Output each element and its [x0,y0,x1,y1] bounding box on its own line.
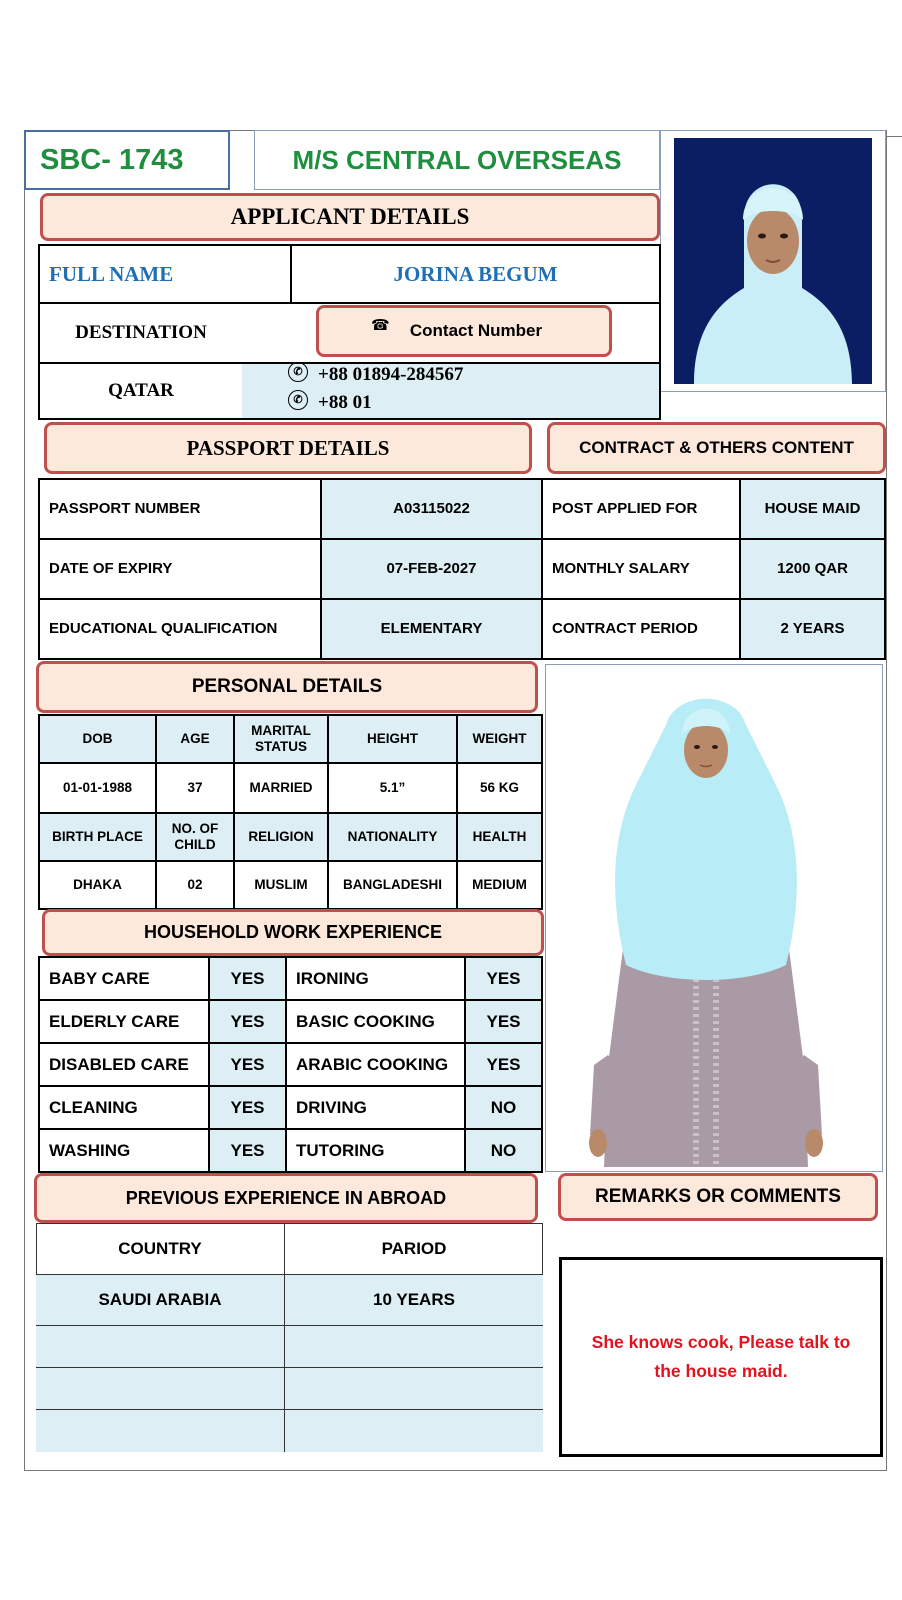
post-label-cell [541,478,741,540]
skill-label: BASIC COOKING [296,1011,435,1031]
marital-status-value: MARRIED [249,780,313,796]
post-applied-label: POST APPLIED FOR [552,500,698,518]
personal-header-cell [456,812,543,862]
full-body-photo-frame [545,664,883,1172]
passport-details-header [44,422,532,474]
period-header-text: PARIOD [381,1238,447,1258]
contract-period-label: CONTRACT PERIOD [552,620,698,638]
personal-header-cell [38,812,157,862]
household-value-cell [464,1128,543,1173]
personal-header-cell [38,714,157,764]
contact-number-label: Contact Number [409,321,543,340]
post-value-cell [739,478,886,540]
period-value-cell [739,598,886,660]
abroad-row [36,1275,543,1326]
personal-header-cell [233,812,329,862]
health-header: HEALTH [472,829,527,845]
household-value-cell [208,1128,287,1173]
full-name-label-cell [38,244,292,304]
salary-value-cell [739,538,886,600]
nationality-value: BANGLADESHI [342,877,442,893]
personal-value-cell [155,860,235,910]
children-value: 02 [187,877,203,893]
household-value-cell [464,1042,543,1087]
expiry-value-cell [320,538,543,600]
skill-value: YES [486,1054,521,1074]
portrait-photo [674,138,872,384]
frame-right-tick [887,136,902,137]
education-label-cell [38,598,322,660]
household-skill-cell [38,956,210,1001]
country-cell-empty [36,1368,285,1409]
household-skill-cell [285,1085,466,1130]
personal-header-cell [233,714,329,764]
personal-header-cell [327,714,458,764]
skill-label: DRIVING [296,1097,367,1117]
education-value: ELEMENTARY [380,620,483,638]
skill-label: DISABLED CARE [49,1054,189,1074]
salary-label-cell [541,538,741,600]
country-value: SAUDI ARABIA [98,1290,222,1309]
ref-code-box [24,130,230,190]
personal-value-cell [38,860,157,910]
applicant-details-title: APPLICANT DETAILS [230,204,470,229]
household-value-cell [208,1085,287,1130]
personal-header-cell [456,714,543,764]
personal-header-cell [155,812,235,862]
remarks-header [558,1173,878,1221]
birth-place-value: DHAKA [73,877,122,893]
age-value: 37 [187,780,203,796]
portrait-person-image [674,138,872,384]
skill-value: NO [490,1097,517,1117]
skill-value: YES [486,968,521,988]
household-skill-cell [38,999,210,1044]
skill-value: YES [230,1011,265,1031]
personal-details-title: PERSONAL DETAILS [191,676,383,697]
remarks-title: REMARKS OR COMMENTS [595,1186,841,1207]
phone-circle-icon: ✆ [288,362,308,382]
skill-label: WASHING [49,1140,131,1160]
household-header [42,909,544,956]
weight-header: WEIGHT [472,731,527,747]
personal-header-cell [327,812,458,862]
destination-value-cell [38,362,244,420]
passport-number-label: PASSPORT NUMBER [49,500,201,518]
dob-value: 01-01-1988 [62,780,133,796]
period-header [285,1223,543,1274]
contract-period-value: 2 YEARS [780,620,845,638]
personal-value-cell [233,860,329,910]
expiry-label-cell [38,538,322,600]
ref-code: SBC- 1743 [40,143,184,176]
phone-circle-icon: ✆ [288,390,308,410]
skill-label: ELDERLY CARE [49,1011,180,1031]
abroad-row-empty [36,1410,543,1452]
destination-value: QATAR [108,380,174,402]
period-label-cell [541,598,741,660]
expiry-label: DATE OF EXPIRY [49,560,173,578]
full-body-photo [546,665,883,1172]
height-header: HEIGHT [366,731,418,747]
phone-line-1 [288,364,463,386]
household-value-cell [208,1042,287,1087]
household-skill-cell [285,1128,466,1173]
phone-line-2 [288,392,372,414]
portrait-photo-frame [660,130,886,392]
country-header-text: COUNTRY [118,1238,202,1258]
post-applied-value: HOUSE MAID [764,500,861,518]
skill-value: YES [230,1097,265,1117]
skill-value: YES [230,1054,265,1074]
abroad-header-row [36,1223,543,1275]
skill-label: CLEANING [49,1097,138,1117]
household-skill-cell [38,1128,210,1173]
household-value-cell [464,999,543,1044]
full-name-value-cell [290,244,661,304]
agency-box [254,130,660,190]
remarks-text: She knows cook, Please talk to the house maid. [591,1332,851,1381]
household-value-cell [208,956,287,1001]
contract-header [547,422,886,474]
contact-number-header [316,305,612,357]
household-title: HOUSEHOLD WORK EXPERIENCE [143,922,443,942]
personal-value-cell [456,860,543,910]
personal-value-cell [233,762,329,814]
education-label: EDUCATIONAL QUALIFICATION [49,620,278,638]
passport-number-value: A03115022 [393,500,470,518]
household-skill-cell [38,1085,210,1130]
abroad-header [34,1173,538,1223]
household-value-cell [464,956,543,1001]
abroad-row-empty [36,1326,543,1368]
skill-label: BABY CARE [49,968,150,988]
household-skill-cell [38,1042,210,1087]
phone-number-1: +88 01894-284567 [318,364,464,385]
destination-label: DESTINATION [75,322,207,344]
marital-status-header: MARITAL STATUS [251,723,311,754]
skill-value: YES [486,1011,521,1031]
religion-value: MUSLIM [254,877,308,893]
personal-value-cell [327,762,458,814]
skill-value: NO [490,1140,517,1160]
passport-label-cell [38,478,322,540]
personal-value-cell [38,762,157,814]
expiry-value: 07-FEB-2027 [386,560,477,578]
household-skill-cell [285,999,466,1044]
skill-label: ARABIC COOKING [296,1054,449,1074]
weight-value: 56 KG [479,780,520,796]
birth-place-header: BIRTH PLACE [52,829,143,845]
destination-label-cell [38,302,244,364]
period-value: 10 YEARS [373,1290,455,1309]
abroad-title: PREVIOUS EXPERIENCE IN ABROAD [125,1187,447,1208]
children-header: NO. OF CHILD [171,821,219,852]
period-cell [285,1275,543,1325]
religion-header: RELIGION [248,829,314,845]
health-value: MEDIUM [472,877,527,893]
height-value: 5.1” [379,780,406,796]
country-header [36,1223,285,1274]
skill-value: YES [230,1140,265,1160]
personal-value-cell [155,762,235,814]
country-cell [36,1275,285,1325]
household-skill-cell [285,956,466,1001]
remarks-box [559,1257,883,1457]
personal-value-cell [456,762,543,814]
personal-value-cell [327,860,458,910]
skill-label: IRONING [296,968,369,988]
household-value-cell [208,999,287,1044]
phone-number-2: +88 01 [318,392,372,413]
household-skill-cell [285,1042,466,1087]
salary-value: 1200 QAR [777,560,848,578]
passport-details-title: PASSPORT DETAILS [186,435,390,460]
dob-header: DOB [82,731,113,747]
country-cell-empty [36,1326,285,1367]
household-value-cell [464,1085,543,1130]
full-name-value: JORINA BEGUM [393,261,558,286]
age-header: AGE [180,731,210,747]
applicant-details-header [40,193,660,241]
skill-value: YES [230,968,265,988]
nationality-header: NATIONALITY [347,829,438,845]
country-cell-empty [36,1410,285,1452]
agency-name: M/S CENTRAL OVERSEAS [292,144,622,175]
passport-value-cell [320,478,543,540]
full-name-label: FULL NAME [49,261,174,286]
phone-icon: ☎ [371,317,390,334]
contract-title: CONTRACT & OTHERS CONTENT [579,438,854,457]
abroad-row-empty [36,1368,543,1410]
personal-header-cell [155,714,235,764]
personal-details-header [36,661,538,713]
skill-label: TUTORING [296,1140,385,1160]
salary-label: MONTHLY SALARY [552,560,690,578]
education-value-cell [320,598,543,660]
